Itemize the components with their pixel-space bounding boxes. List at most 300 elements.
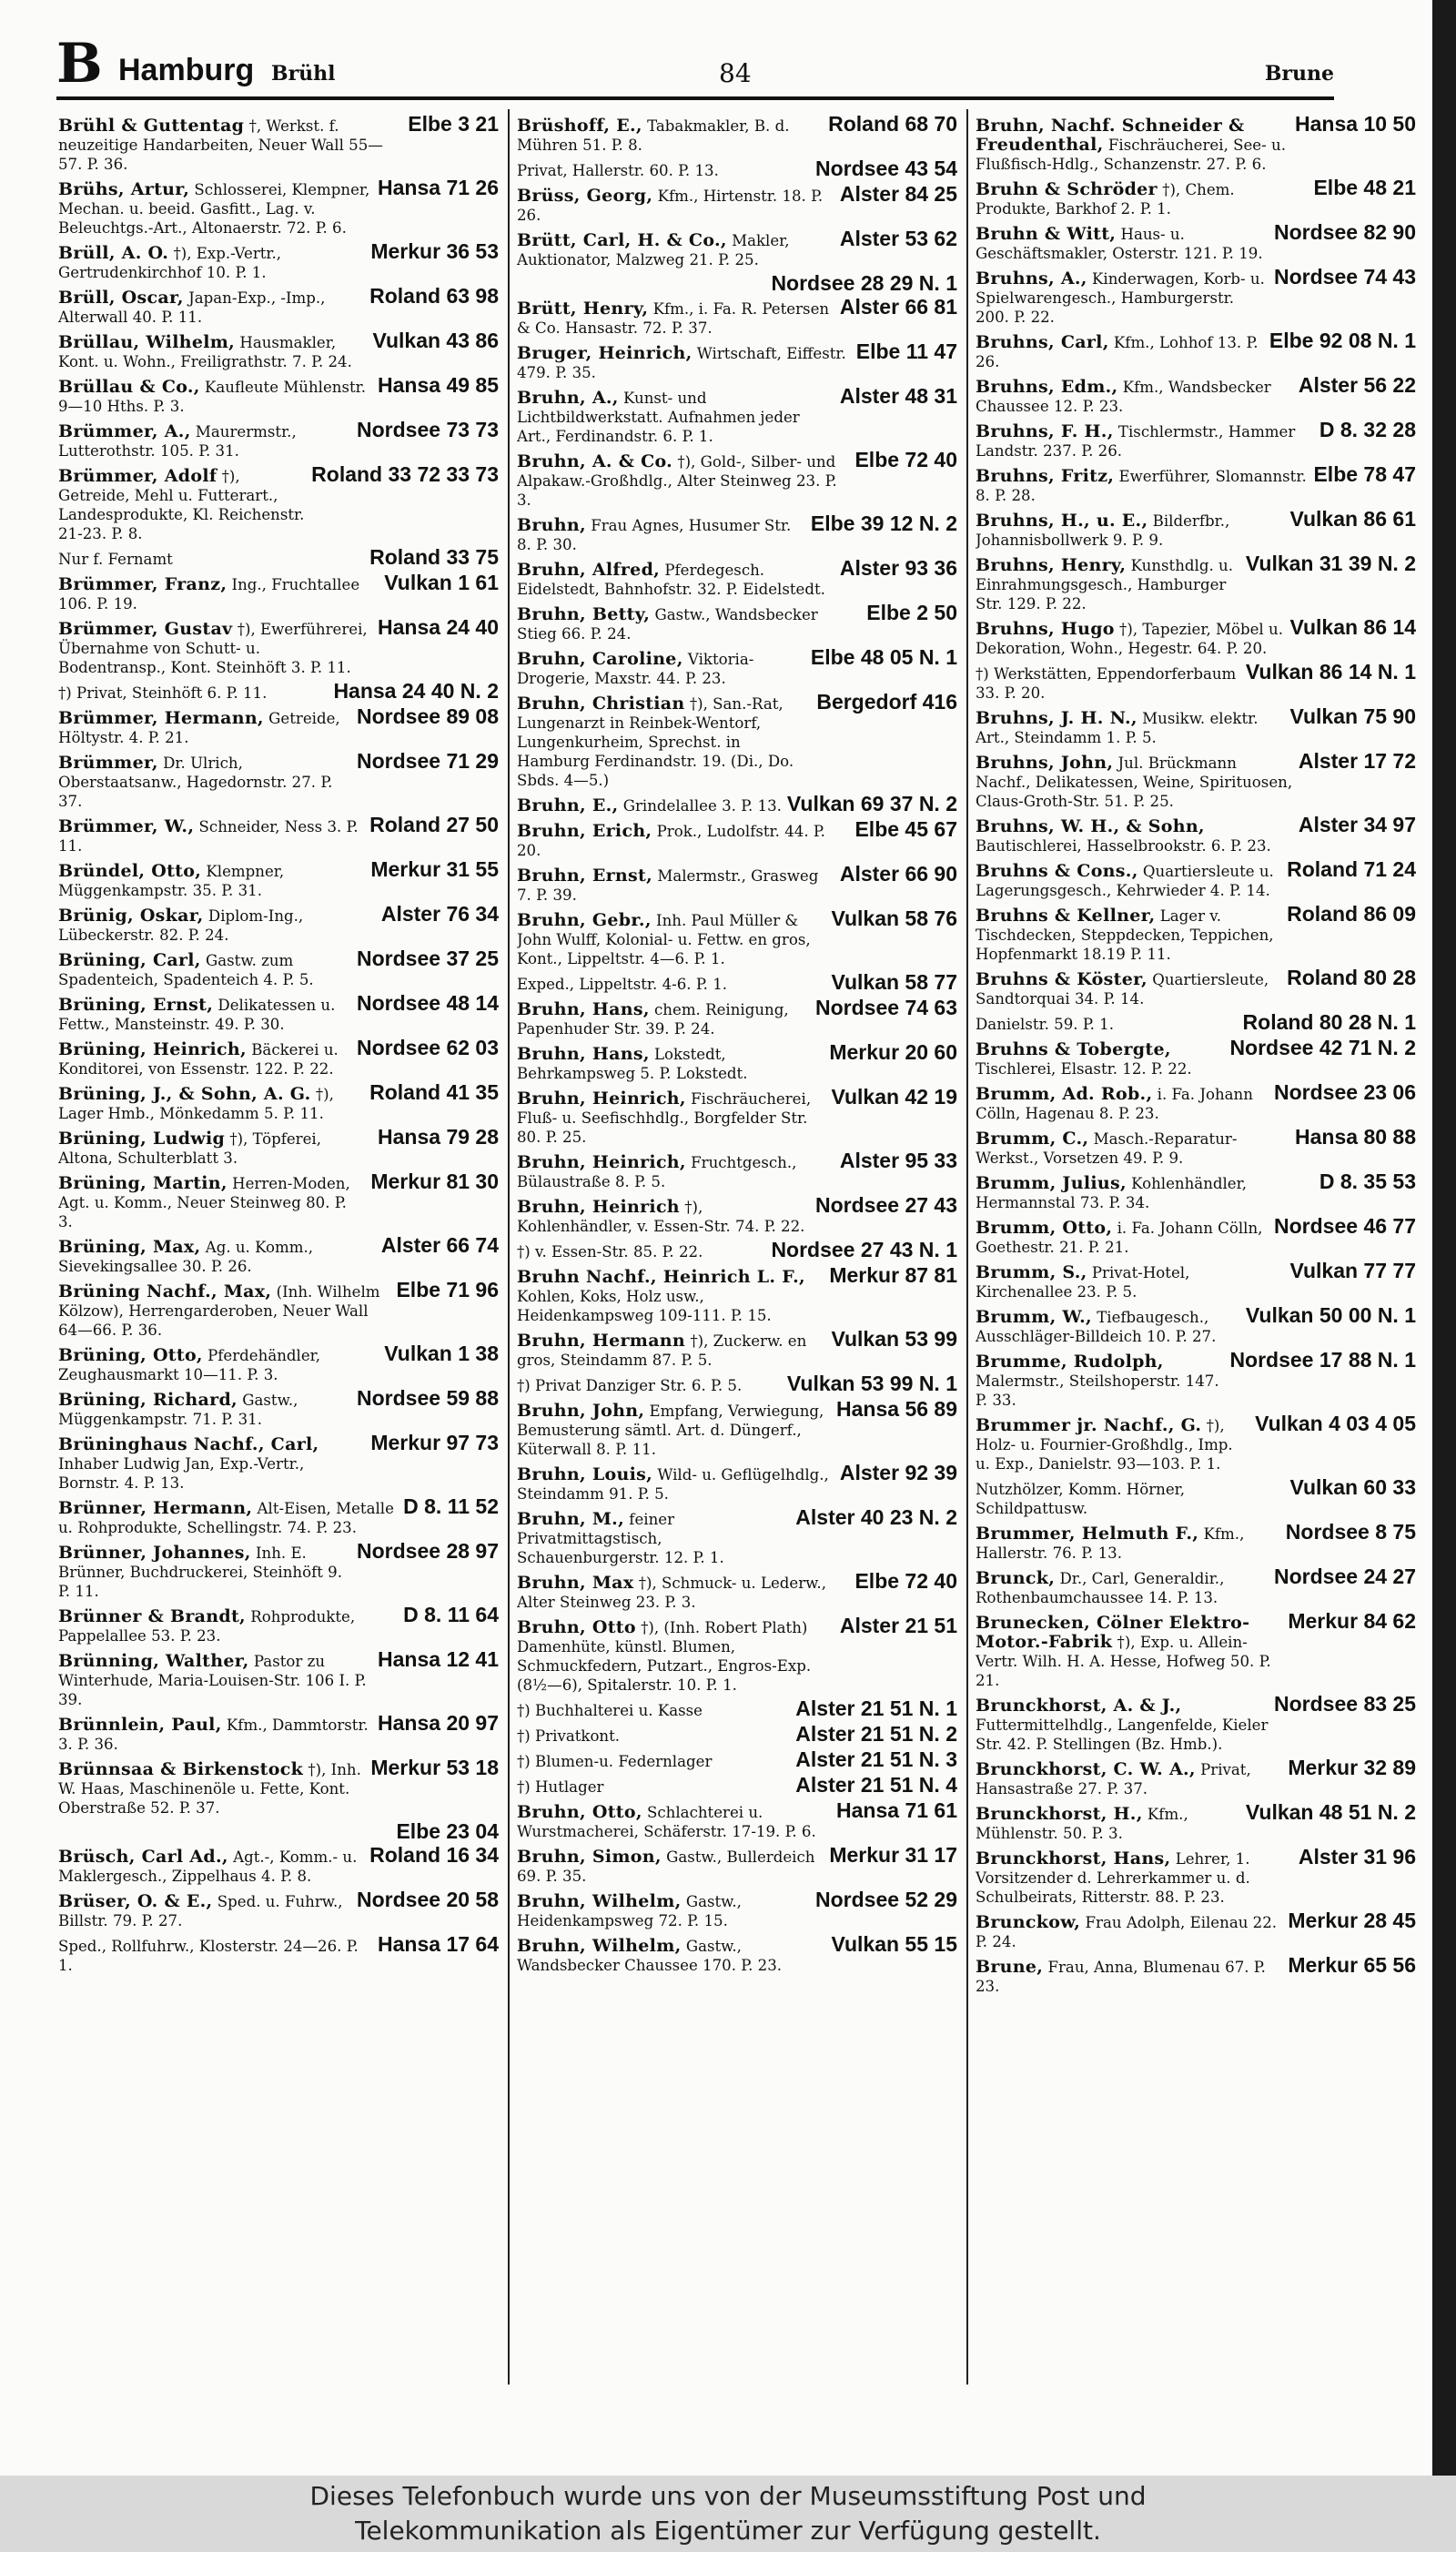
directory-entry xyxy=(58,949,499,989)
phone-number: D 8. 32 28 xyxy=(1319,418,1416,441)
phone-number: Alster 76 34 xyxy=(380,902,499,926)
directory-entry xyxy=(976,220,1416,263)
entry-name: Brüning, Carl, xyxy=(58,950,201,970)
directory-entry xyxy=(58,1433,499,1493)
directory-entry xyxy=(976,178,1416,218)
page-number: 84 xyxy=(719,58,752,88)
entry-name: Brüning, Heinrich, xyxy=(58,1039,247,1059)
entry-details: Prok., Ludolfstr. 44. P. 20. xyxy=(517,823,825,859)
directory-entry xyxy=(58,1233,499,1276)
phone-number: Roland 80 28 N. 1 xyxy=(1242,1010,1416,1034)
phone-number: Nordsee 71 29 xyxy=(357,749,499,773)
phone-number: Nordsee 74 63 xyxy=(815,996,957,1019)
entry-name: Brumm, W., xyxy=(976,1307,1092,1327)
entry-details: Exped., Lippeltstr. 4-6. P. 1. xyxy=(517,976,728,993)
phone-number: Nordsee 17 88 N. 1 xyxy=(1229,1348,1416,1372)
entry-name: Bruhn, Erich, xyxy=(517,821,652,841)
entry-name: Bruhn Nachf., Heinrich L. F., xyxy=(517,1267,805,1287)
entry-name: Bruhns, Hugo xyxy=(976,619,1115,639)
entry-details: Gastw., Müggenkampstr. 71. P. 31. xyxy=(58,1392,298,1428)
phone-number: Alster 56 22 xyxy=(1298,373,1416,397)
directory-entry xyxy=(976,902,1416,964)
phone-number: Alster 21 51 N. 3 xyxy=(795,1747,957,1771)
phone-number: D 8. 35 53 xyxy=(1319,1170,1416,1193)
directory-entry xyxy=(517,1505,957,1567)
entry-name: Bruhn, Hermann xyxy=(517,1331,686,1351)
entry-details: Kfm., Hirtenstr. 18. P. 26. xyxy=(517,187,824,224)
entry-details: †) v. Essen-Str. 85. P. 22. xyxy=(517,1243,703,1261)
directory-entry xyxy=(976,1214,1416,1257)
entry-name: Bruhns & Köster, xyxy=(976,969,1148,989)
entry-name: Brüning, Otto, xyxy=(58,1345,203,1365)
directory-entry xyxy=(517,1616,957,1695)
directory-entry xyxy=(976,265,1416,327)
phone-number: Nordsee 59 88 xyxy=(357,1386,499,1410)
entry-details: †), Tapezier, Möbel u. Dekoration, Wohn., Hegestr. 64. P. 20. xyxy=(976,621,1283,657)
entry-details: Pastor zu Winterhude, Maria-Louisen-Str. 106 I. P. 39. xyxy=(58,1653,367,1708)
entry-name: Brune, xyxy=(976,1957,1044,1977)
phone-number: Vulkan 86 14 N. 1 xyxy=(1245,660,1416,684)
phone-number: Merkur 65 56 xyxy=(1288,1953,1416,1977)
entry-details: Kfm., Hallerstr. 76. P. 13. xyxy=(976,1525,1245,1562)
directory-entry xyxy=(517,271,957,295)
entry-name: Brumm, S., xyxy=(976,1262,1087,1282)
directory-entry xyxy=(58,1386,499,1429)
directory-entry xyxy=(58,1711,499,1754)
phone-number: Merkur 53 18 xyxy=(370,1756,499,1779)
phone-number: Nordsee 27 43 N. 1 xyxy=(771,1238,957,1261)
entry-details: (Inh. Wilhelm Kölzow), Herrengarderoben, Neuer Wall 64—66. P. 36. xyxy=(58,1283,380,1339)
page-header xyxy=(56,32,1334,98)
entry-details: Quartiersleute, Sandtorquai 34. P. 14. xyxy=(976,971,1269,1008)
directory-entry xyxy=(976,1692,1416,1754)
entry-name: Bruhn, Caroline, xyxy=(517,649,683,669)
entry-details: Makler, Auktionator, Malzweg 21. P. 25. xyxy=(517,232,790,268)
phone-number: Alster 17 72 xyxy=(1298,749,1416,773)
entry-details: Frau Adolph, Eilenau 22. P. 24. xyxy=(976,1914,1278,1950)
phone-number: Nordsee 62 03 xyxy=(357,1036,499,1059)
entry-name: Brüning, Max, xyxy=(58,1237,201,1257)
entry-details: †), Chem. Produkte, Barkhof 2. P. 1. xyxy=(976,181,1235,218)
entry-details: Tiefbaugesch., Ausschläger-Billdeich 10. P. 27. xyxy=(976,1309,1217,1345)
entry-name: Brütt, Henry, xyxy=(517,299,649,319)
entry-details: †), Töpferei, Altona, Schulterblatt 3. xyxy=(58,1130,321,1167)
entry-name: Bruhns, Edm., xyxy=(976,377,1118,397)
directory-entry xyxy=(517,792,957,815)
entry-name: Brumm, C., xyxy=(976,1129,1089,1149)
phone-number: Vulkan 86 14 xyxy=(1289,615,1416,639)
phone-number: Alster 21 51 N. 4 xyxy=(795,1773,957,1797)
entry-name: Brünnsaa & Birkenstock xyxy=(58,1759,304,1779)
last-entry-name: Brune xyxy=(1264,62,1334,86)
entry-name: Bruhn, Christian xyxy=(517,694,685,714)
phone-number: Nordsee 28 97 xyxy=(357,1539,499,1563)
phone-number: Roland 33 72 33 73 xyxy=(311,462,499,486)
entry-details: Kfm., Lohhof 13. P. 26. xyxy=(976,334,1259,370)
directory-entry xyxy=(976,1567,1416,1607)
phone-number: Roland 16 34 xyxy=(369,1843,499,1867)
entry-details: Pferdehändler, Zeughausmarkt 10—11. P. 3. xyxy=(58,1347,321,1383)
entry-details: Danielstr. 59. P. 1. xyxy=(976,1016,1115,1033)
entry-details: Schlosserei, Klempner, Mechan. u. beeid. Gasfitt., Lag. v. Beleuchtgs.-Art., Altonaerstr. 72. P. 6. xyxy=(58,181,370,237)
entry-details: Japan-Exp., -Imp., Alterwall 40. P. 11. xyxy=(58,289,326,326)
entry-name: Brumm, Julius, xyxy=(976,1173,1127,1193)
directory-entry xyxy=(517,339,957,382)
entry-details: Kohlenhändler, Hermannstal 73. P. 34. xyxy=(976,1175,1248,1211)
entry-details: Inhaber Ludwig Jan, Exp.-Vertr., Bornstr. 4. P. 13. xyxy=(58,1455,305,1492)
phone-number: Vulkan 43 86 xyxy=(372,329,499,352)
entry-details: Bäckerei u. Konditorei, von Essenstr. 122. P. 22. xyxy=(58,1041,339,1078)
entry-details: Lager v. Tischdecken, Steppdecken, Teppichen, Hopfenmarkt 18.19 P. 11. xyxy=(976,907,1274,963)
entry-name: Brüning, Ludwig xyxy=(58,1129,226,1149)
phone-number: Roland 33 75 xyxy=(369,545,499,569)
directory-entry xyxy=(976,1609,1416,1690)
phone-number: Merkur 28 45 xyxy=(1288,1909,1416,1932)
entry-details: Privat-Hotel, Kirchenallee 23. P. 5. xyxy=(976,1264,1190,1301)
entry-details: Wirtschaft, Eiffestr. 479. P. 35. xyxy=(517,345,846,381)
directory-column-1 xyxy=(58,115,499,2390)
entry-details: Tabakmakler, B. d. Mühren 51. P. 8. xyxy=(517,117,790,154)
entry-name: Bruger, Heinrich, xyxy=(517,343,693,363)
entry-details: Grindelallee 3. P. 13. xyxy=(622,797,782,815)
entry-details: Agt.-, Komm.- u. Maklergesch., Zippelhaus 4. P. 8. xyxy=(58,1848,358,1885)
entry-name: Bruhn, Nachf. Schneider & Freudenthal, xyxy=(976,116,1245,155)
entry-details: feiner Privatmittagstisch, Schauenburgerstr. 12. P. 1. xyxy=(517,1511,724,1566)
entry-name: Brüllau & Co., xyxy=(58,377,200,397)
entry-name: Bruhn, Otto xyxy=(517,1617,636,1637)
entry-details: Kfm., Dammtorstr. 3. P. 36. xyxy=(58,1717,369,1753)
directory-entry xyxy=(58,545,499,569)
entry-name: Brunck, xyxy=(976,1568,1056,1588)
directory-entry xyxy=(58,331,499,371)
column-divider xyxy=(508,109,510,2385)
entry-name: Brühs, Artur, xyxy=(58,179,190,199)
entry-name: Bruhn, John, xyxy=(517,1401,645,1421)
phone-number: Roland 27 50 xyxy=(369,813,499,836)
phone-number: D 8. 11 64 xyxy=(403,1603,499,1626)
entry-name: Bründel, Otto, xyxy=(58,861,202,881)
entry-details: Inh. E. Brünner, Buchdruckerei, Steinhöft 9. P. 11. xyxy=(58,1544,342,1600)
entry-details: Gastw., Wandsbecker Stieg 66. P. 24. xyxy=(517,606,818,643)
entry-details: †) Privat Danziger Str. 6. P. 5. xyxy=(517,1377,743,1394)
directory-entry xyxy=(976,660,1416,703)
phone-number: Hansa 71 26 xyxy=(378,176,499,199)
directory-entry xyxy=(58,815,499,856)
entry-details: †), Exp.-Vertr., Gertrudenkirchhof 10. P. 1. xyxy=(58,245,282,281)
entry-name: Brümmer, xyxy=(58,753,158,773)
entry-name: Brümmer, A., xyxy=(58,421,191,441)
entry-name: Brunckhorst, Hans, xyxy=(976,1848,1171,1868)
footer-line-2: Telekommunikation als Eigentümer zur Verfügung gestellt. xyxy=(355,2516,1101,2546)
directory-entry xyxy=(58,373,499,416)
entry-details: Kinderwagen, Korb- u. Spielwarengesch., Hamburgerstr. 200. P. 22. xyxy=(976,270,1265,326)
phone-number: Alster 21 51 xyxy=(839,1614,957,1637)
entry-name: Bruhn, Hans, xyxy=(517,1044,650,1064)
directory-entry xyxy=(976,462,1416,505)
directory-entry xyxy=(976,1414,1416,1473)
entry-details: Viktoria-Drogerie, Maxstr. 44. P. 23. xyxy=(517,651,754,687)
entry-details: Pferdegesch. Eidelstedt, Bahnhofstr. 32. P. Eidelstedt. xyxy=(517,562,825,598)
entry-name: Brümmer, Gustav xyxy=(58,619,233,639)
entry-name: Brummer, Helmuth F., xyxy=(976,1524,1199,1544)
directory-column-2 xyxy=(517,115,957,2390)
entry-details: Wild- u. Geflügelhdlg., Steindamm 91. P. 5. xyxy=(517,1466,829,1503)
phone-number: Elbe 39 12 N. 2 xyxy=(810,511,957,535)
directory-entry xyxy=(58,462,499,543)
phone-number: Nordsee 27 43 xyxy=(815,1193,957,1217)
directory-entry xyxy=(517,1747,957,1771)
directory-entry xyxy=(58,1932,499,1975)
phone-number: Nordsee 8 75 xyxy=(1285,1520,1416,1544)
city-name: Hamburg xyxy=(118,53,255,87)
directory-entry xyxy=(517,295,957,338)
phone-number: Elbe 72 40 xyxy=(854,1569,957,1593)
phone-number: Elbe 78 47 xyxy=(1313,462,1416,486)
phone-number: Merkur 81 30 xyxy=(370,1170,499,1193)
entry-name: Brümmer, Franz, xyxy=(58,574,228,594)
phone-number: Roland 86 09 xyxy=(1287,902,1416,926)
directory-entry xyxy=(517,1263,957,1325)
entry-details: Dr. Ulrich, Oberstaatsanw., Hagedornstr. 27. P. 37. xyxy=(58,754,333,810)
directory-entry xyxy=(58,1605,499,1646)
directory-entry xyxy=(517,817,957,860)
entry-details: Sped. u. Fuhrw., Billstr. 79. P. 27. xyxy=(58,1893,343,1929)
directory-entry xyxy=(517,1890,957,1930)
phone-number: Nordsee 89 08 xyxy=(357,704,499,728)
entry-name: Brüsch, Carl Ad., xyxy=(58,1847,228,1867)
entry-name: Bruhns, A., xyxy=(976,268,1087,289)
directory-entry xyxy=(976,554,1416,613)
phone-number: Hansa 12 41 xyxy=(378,1647,499,1671)
entry-details: Kunsthdlg. u. Einrahmungsgesch., Hamburger Str. 129. P. 22. xyxy=(976,557,1233,613)
entry-details: Sped., Rollfuhrw., Klosterstr. 24—26. P. 1. xyxy=(58,1938,359,1974)
entry-name: Brüning Nachf., Max, xyxy=(58,1281,272,1301)
phone-number: Nordsee 83 25 xyxy=(1274,1692,1416,1716)
entry-details: Fruchtgesch., Bülaustraße 8. P. 5. xyxy=(517,1154,797,1190)
directory-entry xyxy=(58,704,499,747)
directory-entry xyxy=(58,1539,499,1601)
phone-number: Alster 48 31 xyxy=(839,384,957,408)
entry-name: Bruhn, Heinrich xyxy=(517,1197,680,1217)
entry-details: chem. Reinigung, Papenhuder Str. 39. P. 24. xyxy=(517,1001,789,1038)
directory-entry xyxy=(976,1953,1416,1996)
directory-entry xyxy=(517,1696,957,1720)
phone-number: Elbe 11 47 xyxy=(855,339,957,363)
phone-number: Vulkan 58 77 xyxy=(831,970,957,994)
entry-name: Brunckow, xyxy=(976,1912,1081,1932)
directory-entry xyxy=(58,1125,499,1168)
phone-number: Nordsee 82 90 xyxy=(1274,220,1416,244)
phone-number: Merkur 31 17 xyxy=(829,1843,957,1867)
directory-entry xyxy=(58,1843,499,1886)
directory-entry xyxy=(976,1038,1416,1079)
phone-number: Elbe 92 08 N. 1 xyxy=(1269,329,1416,352)
entry-details: †), Schmuck- u. Lederw., Alter Steinweg 23. P. 3. xyxy=(517,1575,826,1611)
entry-details: Gastw. zum Spadenteich, Spadenteich 4. P. 5. xyxy=(58,952,314,988)
entry-details: Privat, Hansastraße 27. P. 37. xyxy=(976,1761,1251,1798)
entry-name: Brünning, Walther, xyxy=(58,1651,249,1671)
phone-number: Alster 66 81 xyxy=(839,295,957,319)
entry-name: Brumm, Otto, xyxy=(976,1218,1113,1238)
phone-number: Merkur 31 55 xyxy=(370,857,499,881)
entry-name: Brunckhorst, C. W. A., xyxy=(976,1759,1196,1779)
entry-name: Bruhn, Gebr., xyxy=(517,910,652,930)
entry-details: Schlachterei u. Wurstmacherei, Schäferstr. 17-19. P. 6. xyxy=(517,1804,816,1840)
directory-entry xyxy=(976,1080,1416,1123)
entry-name: Bruhn, Wilhelm, xyxy=(517,1891,682,1911)
entry-details: †), Gold-, Silber- und Alpakaw.-Großhdlg., Alter Steinweg 23. P. 3. xyxy=(517,453,837,509)
phone-number: D 8. 11 52 xyxy=(403,1494,499,1518)
phone-number: Hansa 56 89 xyxy=(836,1397,957,1421)
entry-details: †), San.-Rat, Lungenarzt in Reinbek-Wentorf, Lungenkurheim, Sprechst. in Hamburg Ferdinandstr. 19. (Di., Do. Sbds. 4—5.) xyxy=(517,695,794,789)
entry-details: Lehrer, 1. Vorsitzender d. Lehrerkammer u. d. Schulbeirats, Ritterstr. 88. P. 23. xyxy=(976,1850,1250,1906)
entry-details: Schneider, Ness 3. P. 11. xyxy=(58,818,359,855)
phone-number: Nordsee 37 25 xyxy=(357,947,499,970)
entry-name: Bruhns & Cons., xyxy=(976,861,1138,881)
entry-name: Brümmer, W., xyxy=(58,816,195,836)
directory-entry xyxy=(976,373,1416,416)
entry-details: †), Getreide, Mehl u. Futterart., Landesprodukte, Kl. Reichenstr. 21-23. P. 8. xyxy=(58,468,305,542)
entry-name: Bruhn, A., xyxy=(517,388,619,408)
phone-number: Nordsee 42 71 N. 2 xyxy=(1229,1036,1416,1059)
entry-details: Getreide, Höltystr. 4. P. 21. xyxy=(58,710,340,746)
entry-details: †) Privat, Steinhöft 6. P. 11. xyxy=(58,684,268,702)
entry-name: Brünner, Johannes, xyxy=(58,1543,251,1563)
phone-number: Vulkan 4 03 4 05 xyxy=(1255,1412,1416,1435)
entry-details: Ing., Fruchtallee 106. P. 19. xyxy=(58,576,360,613)
directory-entry xyxy=(976,1911,1416,1951)
entry-name: Brüninghaus Nachf., Carl, xyxy=(58,1434,319,1454)
entry-details: Maurermstr., Lutterothstr. 105. P. 31. xyxy=(58,423,297,460)
entry-name: Brünnlein, Paul, xyxy=(58,1715,222,1735)
entry-name: Brüshoff, E., xyxy=(517,116,642,136)
entry-details: Kunst- und Lichtbildwerkstatt. Aufnahmen jeder Art., Ferdinandstr. 6. P. 1. xyxy=(517,390,800,445)
entry-details: Nutzhölzer, Komm. Hörner, Schildpattusw. xyxy=(976,1481,1186,1517)
phone-number: Nordsee 20 58 xyxy=(357,1888,499,1911)
directory-entry xyxy=(58,1278,499,1340)
footer-notice xyxy=(0,2476,1456,2552)
directory-entry xyxy=(517,1374,957,1395)
directory-entry xyxy=(517,1843,957,1886)
entry-details: i. Fa. Johann Cölln, Hagenau 8. P. 23. xyxy=(976,1086,1253,1122)
entry-name: Bruhns, F. H., xyxy=(976,421,1114,441)
entry-details: †), Zuckerw. en gros, Steindamm 87. P. 5. xyxy=(517,1332,807,1369)
phone-number: Elbe 48 21 xyxy=(1313,176,1416,199)
phone-number: Hansa 17 64 xyxy=(378,1932,499,1956)
directory-entry xyxy=(517,229,957,269)
entry-details: Malermstr., Steilshoperstr. 147. P. 33. xyxy=(976,1372,1219,1409)
directory-entry xyxy=(517,1773,957,1797)
directory-entry xyxy=(58,284,499,327)
entry-details: Quartiersleute u. Lagerungsgesch., Kehrwieder 4. P. 14. xyxy=(976,863,1274,899)
phone-number: Hansa 79 28 xyxy=(378,1125,499,1149)
entry-name: Bruhn, Ernst, xyxy=(517,866,653,886)
entry-details: Gastw., Bullerdeich 69. P. 35. xyxy=(517,1848,815,1885)
phone-number: Hansa 24 40 N. 2 xyxy=(333,679,499,703)
entry-name: Brunckhorst, H., xyxy=(976,1804,1143,1824)
directory-entry xyxy=(517,645,957,688)
entry-details: †) Buchhalterei u. Kasse xyxy=(517,1702,703,1719)
entry-name: Bruhns, Carl, xyxy=(976,332,1109,352)
entry-details: Ag. u. Komm., Sievekingsallee 30. P. 26. xyxy=(58,1239,314,1275)
entry-details: †), (Inh. Robert Plath) Damenhüte, künstl. Blumen, Schmuckfedern, Putzart., Engros-Exp. (8½—6), Spitalerstr. 10. P. 1. xyxy=(517,1619,812,1694)
entry-name: Brünig, Oskar, xyxy=(58,906,204,926)
phone-number: Hansa 71 61 xyxy=(836,1798,957,1822)
phone-number: Bergedorf 416 xyxy=(816,690,957,714)
entry-details: †), Lager Hmb., Mönkedamm 5. P. 11. xyxy=(58,1086,334,1122)
entry-name: Bruhn, Max xyxy=(517,1573,634,1593)
entry-details: Alt-Eisen, Metalle u. Rohprodukte, Schellingstr. 74. P. 23. xyxy=(58,1500,394,1536)
entry-name: Brumme, Rudolph, xyxy=(976,1352,1164,1372)
phone-number: Merkur 84 62 xyxy=(1288,1609,1416,1633)
entry-details: †) Werkstätten, Eppendorferbaum 33. P. 20. xyxy=(976,665,1237,702)
directory-entry xyxy=(58,1758,499,1818)
phone-number: Nordsee 23 06 xyxy=(1274,1080,1416,1104)
directory-entry xyxy=(58,1647,499,1709)
entry-details: Diplom-Ing., Lübeckerstr. 82. P. 24. xyxy=(58,907,304,944)
phone-number: Roland 68 70 xyxy=(828,115,957,136)
entry-name: Bruhns, John, xyxy=(976,753,1114,773)
phone-number: Roland 41 35 xyxy=(369,1080,499,1104)
scan-edge xyxy=(1432,0,1456,2476)
entry-name: Brunecken, Cölner Elektro-Motor.-Fabrik xyxy=(976,1613,1250,1652)
directory-entry xyxy=(976,331,1416,371)
directory-entry xyxy=(58,420,499,461)
entry-name: Brümmer, Hermann, xyxy=(58,708,264,728)
directory-entry xyxy=(58,1038,499,1079)
directory-entry xyxy=(976,1758,1416,1798)
entry-details: i. Fa. Johann Cölln, Goethestr. 21. P. 21. xyxy=(976,1220,1263,1256)
directory-entry xyxy=(976,1261,1416,1301)
directory-entry xyxy=(976,1010,1416,1034)
entry-details: Malermstr., Grasweg 7. P. 39. xyxy=(517,867,819,904)
directory-entry xyxy=(517,159,957,180)
phone-number: Merkur 97 73 xyxy=(370,1431,499,1454)
entry-name: Bruhn & Schröder xyxy=(976,179,1158,199)
phone-number: Vulkan 69 37 N. 2 xyxy=(786,792,957,815)
entry-details: †), Inh. W. Haas, Maschinenöle u. Fette, Kont. Oberstraße 52. P. 37. xyxy=(58,1761,361,1817)
entry-name: Bruhn, Simon, xyxy=(517,1847,662,1867)
directory-entry xyxy=(517,384,957,446)
entry-name: Bruhn, xyxy=(517,515,586,535)
phone-number: Nordsee 46 77 xyxy=(1274,1214,1416,1238)
phone-number: Vulkan 42 19 xyxy=(831,1085,957,1109)
directory-entry xyxy=(58,991,499,1034)
phone-number: Nordsee 28 29 N. 1 xyxy=(771,271,957,295)
directory-entry xyxy=(58,1172,499,1231)
directory-entry xyxy=(517,1722,957,1746)
directory-entry xyxy=(976,115,1416,174)
directory-entry xyxy=(976,704,1416,747)
directory-entry xyxy=(58,679,499,703)
phone-number: Nordsee 52 29 xyxy=(815,1888,957,1911)
entry-details: †) Blumen-u. Federnlager xyxy=(517,1753,713,1770)
entry-name: Brüllau, Wilhelm, xyxy=(58,332,236,352)
entry-details: Frau, Anna, Blumenau 67. P. 23. xyxy=(976,1959,1266,1995)
phone-number: Elbe 2 50 xyxy=(866,601,957,624)
entry-details: Kfm., Wandsbecker Chaussee 12. P. 23. xyxy=(976,379,1271,415)
phone-number: Hansa 24 40 xyxy=(378,615,499,639)
entry-details: Kaufleute Mühlenstr. 9—10 Hths. P. 3. xyxy=(58,379,367,415)
entry-name: Bruhn, Otto, xyxy=(517,1802,642,1822)
entry-details: †), Kohlenhändler, v. Essen-Str. 74. P. 22. xyxy=(517,1199,805,1235)
directory-entry xyxy=(517,998,957,1038)
phone-number: Nordsee 24 27 xyxy=(1274,1565,1416,1588)
entry-details: Frau Agnes, Husumer Str. 8. P. 30. xyxy=(517,517,792,553)
phone-number: Vulkan 1 61 xyxy=(384,571,499,594)
directory-entry xyxy=(58,1494,499,1537)
phone-number: Hansa 10 50 xyxy=(1295,115,1416,136)
